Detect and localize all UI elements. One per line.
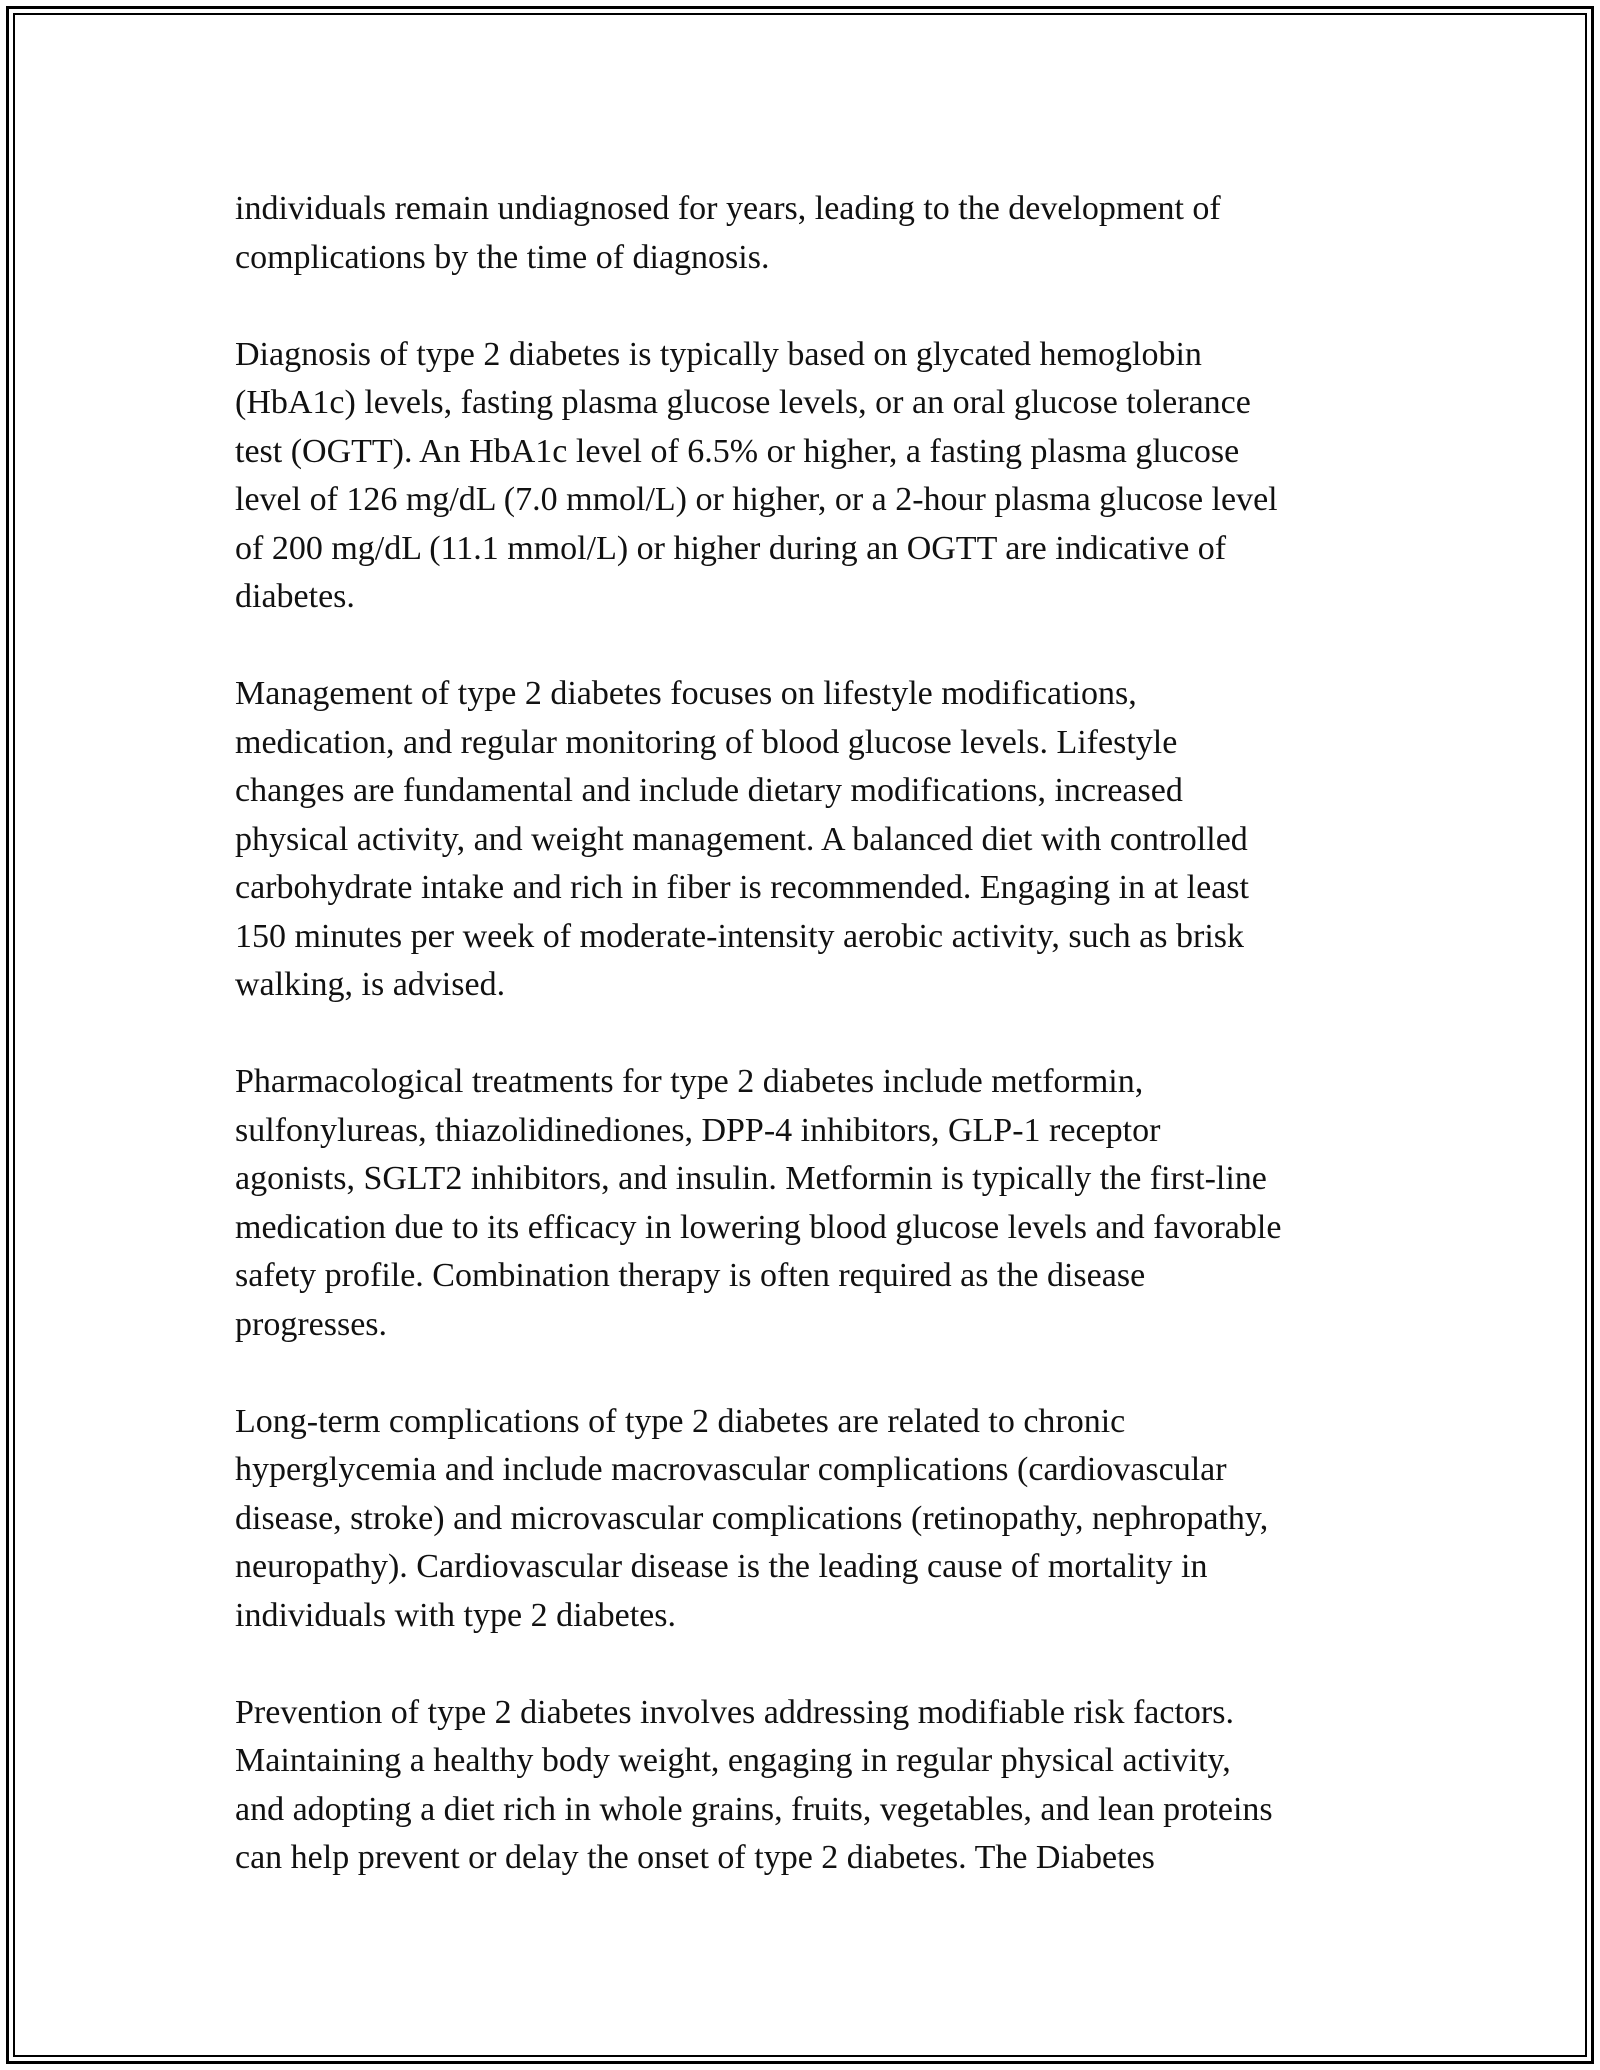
text-line: walking, is advised. (235, 966, 506, 1003)
text-line: carbohydrate intake and rich in fiber is recommended. Engaging in at least (235, 869, 1249, 906)
paragraph-pharmacological (235, 1058, 1385, 1349)
text-line: safety profile. Combination therapy is often required as the disease (235, 1257, 1146, 1294)
document-body (235, 185, 1385, 1931)
text-line: agonists, SGLT2 inhibitors, and insulin. Metformin is typically the first-line (235, 1160, 1267, 1197)
text-line: can help prevent or delay the onset of type 2 diabetes. The Diabetes (235, 1839, 1155, 1876)
text-line: complications by the time of diagnosis. (235, 238, 770, 276)
text-line: changes are fundamental and include dietary modifications, increased (235, 772, 1183, 809)
text-line: hyperglycemia and include macrovascular complications (cardiovascular (235, 1451, 1227, 1488)
text-line: individuals with type 2 diabetes. (235, 1596, 676, 1634)
text-line: level of 126 mg/dL (7.0 mmol/L) or higher, or a 2-hour plasma glucose level (235, 481, 1278, 518)
text-line: Diagnosis of type 2 diabetes is typically based on glycated hemoglobin (235, 335, 1202, 373)
text-line: Long-term complications of type 2 diabetes are related to chronic (235, 1402, 1126, 1440)
text-line: and adopting a diet rich in whole grains, fruits, vegetables, and lean proteins (235, 1790, 1273, 1828)
paragraph-complications (235, 1398, 1385, 1641)
text-line: (HbA1c) levels, fasting plasma glucose levels, or an oral glucose tolerance (235, 384, 1251, 421)
paragraph-continuation (235, 185, 1385, 282)
text-line: progresses. (235, 1305, 388, 1343)
paragraph-diagnosis (235, 331, 1385, 622)
paragraph-management (235, 670, 1385, 1010)
text-line: neuropathy). Cardiovascular disease is the leading cause of mortality in (235, 1548, 1208, 1585)
text-line: Maintaining a healthy body weight, engaging in regular physical activity, (235, 1742, 1231, 1779)
text-line: diabetes. (235, 578, 355, 615)
text-line: sulfonylureas, thiazolidinediones, DPP-4 inhibitors, GLP-1 receptor (235, 1111, 1161, 1149)
text-line: Prevention of type 2 diabetes involves addressing modifiable risk factors. (235, 1693, 1234, 1731)
text-line: 150 minutes per week of moderate-intensity aerobic activity, such as brisk (235, 917, 1244, 955)
text-line: Management of type 2 diabetes focuses on lifestyle modifications, (235, 675, 1137, 712)
text-line: medication due to its efficacy in lowering blood glucose levels and favorable (235, 1208, 1282, 1246)
text-line: physical activity, and weight management. A balanced diet with controlled (235, 820, 1248, 858)
text-line: individuals remain undiagnosed for years, leading to the development of (235, 190, 1221, 227)
text-line: test (OGTT). An HbA1c level of 6.5% or higher, a fasting plasma glucose (235, 432, 1240, 470)
paragraph-prevention (235, 1689, 1385, 1883)
text-line: of 200 mg/dL (11.1 mmol/L) or higher during an OGTT are indicative of (235, 529, 1227, 567)
text-line: medication, and regular monitoring of blood glucose levels. Lifestyle (235, 723, 1178, 761)
text-line: Pharmacological treatments for type 2 diabetes include metformin, (235, 1063, 1144, 1100)
text-line: disease, stroke) and microvascular complications (retinopathy, nephropathy, (235, 1499, 1269, 1537)
